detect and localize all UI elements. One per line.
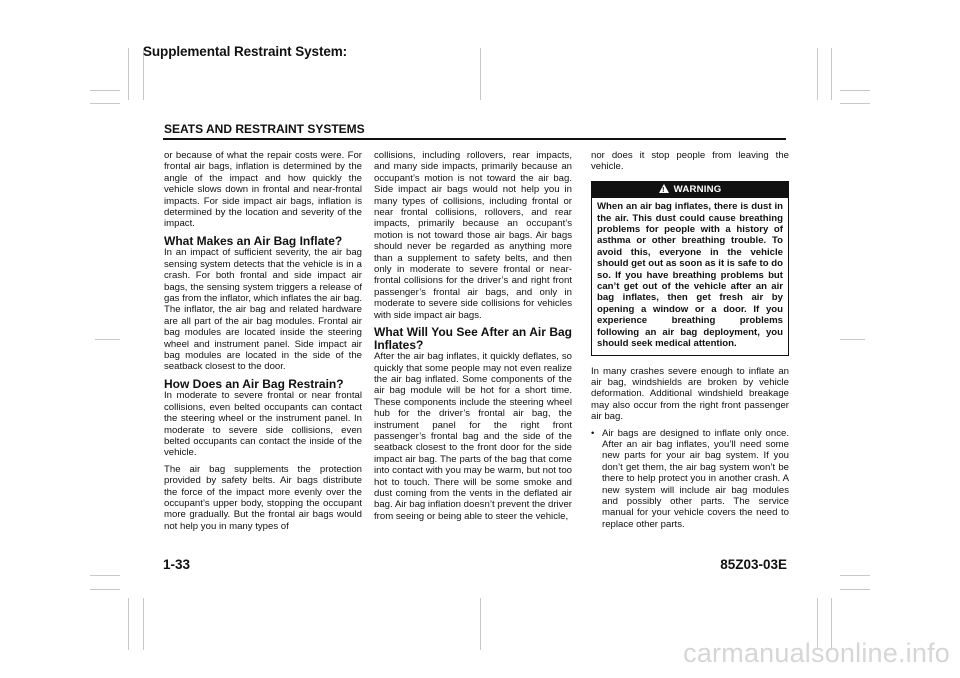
crop-mark (840, 589, 870, 590)
crop-mark (817, 48, 818, 100)
column-1 (164, 150, 362, 537)
crop-mark (840, 90, 870, 91)
crop-mark (90, 90, 120, 91)
warning-box (591, 181, 789, 356)
warning-title: WARNING (673, 183, 722, 195)
paragraph: In an impact of sufficient severity, the air bag sensing system detects that the vehicle is in a crash. For both frontal and side impact air bags, the sensing system triggers a release of gas from the inflator, which inflates the air bag. The inflator, the air bag and related hardware are all part of the air bag modules. Frontal air bag modules are located inside the steering wheel and instrument panel. Side impact air bag modules are located in the side of the seatback closest to the door. (164, 247, 362, 373)
subheading: What Will You See After an Air Bag Inflates? (374, 325, 572, 352)
header-rule (163, 138, 786, 140)
watermark: carmanualsonline.info (683, 638, 950, 668)
crop-mark (143, 598, 144, 650)
bullet: • (591, 427, 595, 439)
column-3 (591, 150, 789, 530)
paragraph: nor does it stop people from leaving the vehicle. (591, 150, 789, 173)
warning-triangle-icon (659, 184, 669, 193)
crop-mark (128, 48, 129, 100)
paragraph: or because of what the repair costs were. For frontal air bags, inflation is determined by the angle of the impact and how quickly the vehicle slows down in frontal and near-frontal impacts. For side impact air bags, inflation is determined by the location and severity of the impact. (164, 150, 362, 230)
crop-mark (128, 598, 129, 650)
document-code: 85Z03-03E (720, 557, 787, 572)
page-number: 1-33 (163, 557, 191, 572)
list-item (591, 428, 789, 531)
crop-mark (480, 48, 481, 100)
top-label: Supplemental Restraint System: (143, 44, 348, 59)
crop-mark (831, 48, 832, 100)
subheading: How Does an Air Bag Restrain? (164, 376, 344, 391)
list-item-text: Air bags are designed to inflate only once. After an air bag inflates, you’ll need some new parts for your air bag system. If you don’t get them, the air bag system won’t be there to help protect you in another crash. A new system will include air bag modules and possibly other parts. The service manual for your vehicle covers the need to replace other parts. (602, 427, 789, 530)
paragraph: After the air bag inflates, it quickly deflates, so quickly that some people may not even realize the air bag inflated. Some components of the air bag module will be hot for a short time. These components include the steering wheel hub for the driver’s frontal air bag, the instrument panel for the right front passenger’s frontal bag and the side of the seatback closest to the front door for the side impact air bag. The parts of the bag that come into contact with you may be warm, but not too hot to touch. There will be some smoke and dust coming from the vents in the deflated air bag. Air bag inflation doesn’t prevent the driver from seeing or being able to steer the vehicle, (374, 351, 572, 522)
crop-mark (90, 103, 120, 104)
column-2 (374, 150, 572, 527)
crop-mark (90, 589, 120, 590)
crop-mark (840, 575, 870, 576)
crop-mark (840, 103, 870, 104)
paragraph: collisions, including rollovers, rear impacts, and many side impacts, primarily because an occupant’s motion is not toward the air bag. Side impact air bags would not help you in many types of collisions, including frontal or near frontal collisions, rollovers, and rear impacts, primarily because an occupant’s motion is not toward those air bags. Air bags should never be regarded as anything more than a supplement to safety belts, and then only in moderate to severe frontal or near-frontal collisions for the driver’s and right front passenger’s frontal air bags, and only in moderate to severe side collisions for vehicles with side impact air bags. (374, 150, 572, 321)
paragraph: The air bag supplements the protection provided by safety belts. Air bags distribute the force of the impact more evenly over the occupant’s upper body, stopping the occupant more gradually. But the frontal air bags would not help you in many types of (164, 463, 362, 532)
section-title: SEATS AND RESTRAINT SYSTEMS (164, 122, 365, 136)
crop-mark (840, 339, 865, 340)
warning-header (592, 182, 788, 198)
crop-mark (480, 598, 481, 650)
paragraph: In moderate to severe frontal or near frontal collisions, even belted occupants can contact the steering wheel or the instrument panel. In moderate to severe side collisions, even belted occupants can contact the inside of the vehicle. (164, 390, 362, 459)
paragraph: In many crashes severe enough to inflate an air bag, windshields are broken by vehicle deformation. Additional windshield breakage may also occur from the right front passenger air bag. (591, 365, 789, 423)
crop-mark (95, 339, 120, 340)
crop-mark (90, 575, 120, 576)
subheading: What Makes an Air Bag Inflate? (164, 233, 343, 248)
warning-text: When an air bag inflates, there is dust in the air. This dust could cause breathing problems for people with a history of asthma or other breathing trouble. To avoid this, everyone in the vehicle should get out as soon as it is safe to do so. If you have breathing problems but can’t get out of the vehicle after an air bag inflates, then get fresh air by opening a window or a door. If you experience breathing problems following an air bag deployment, you should seek medical attention. (597, 201, 783, 350)
